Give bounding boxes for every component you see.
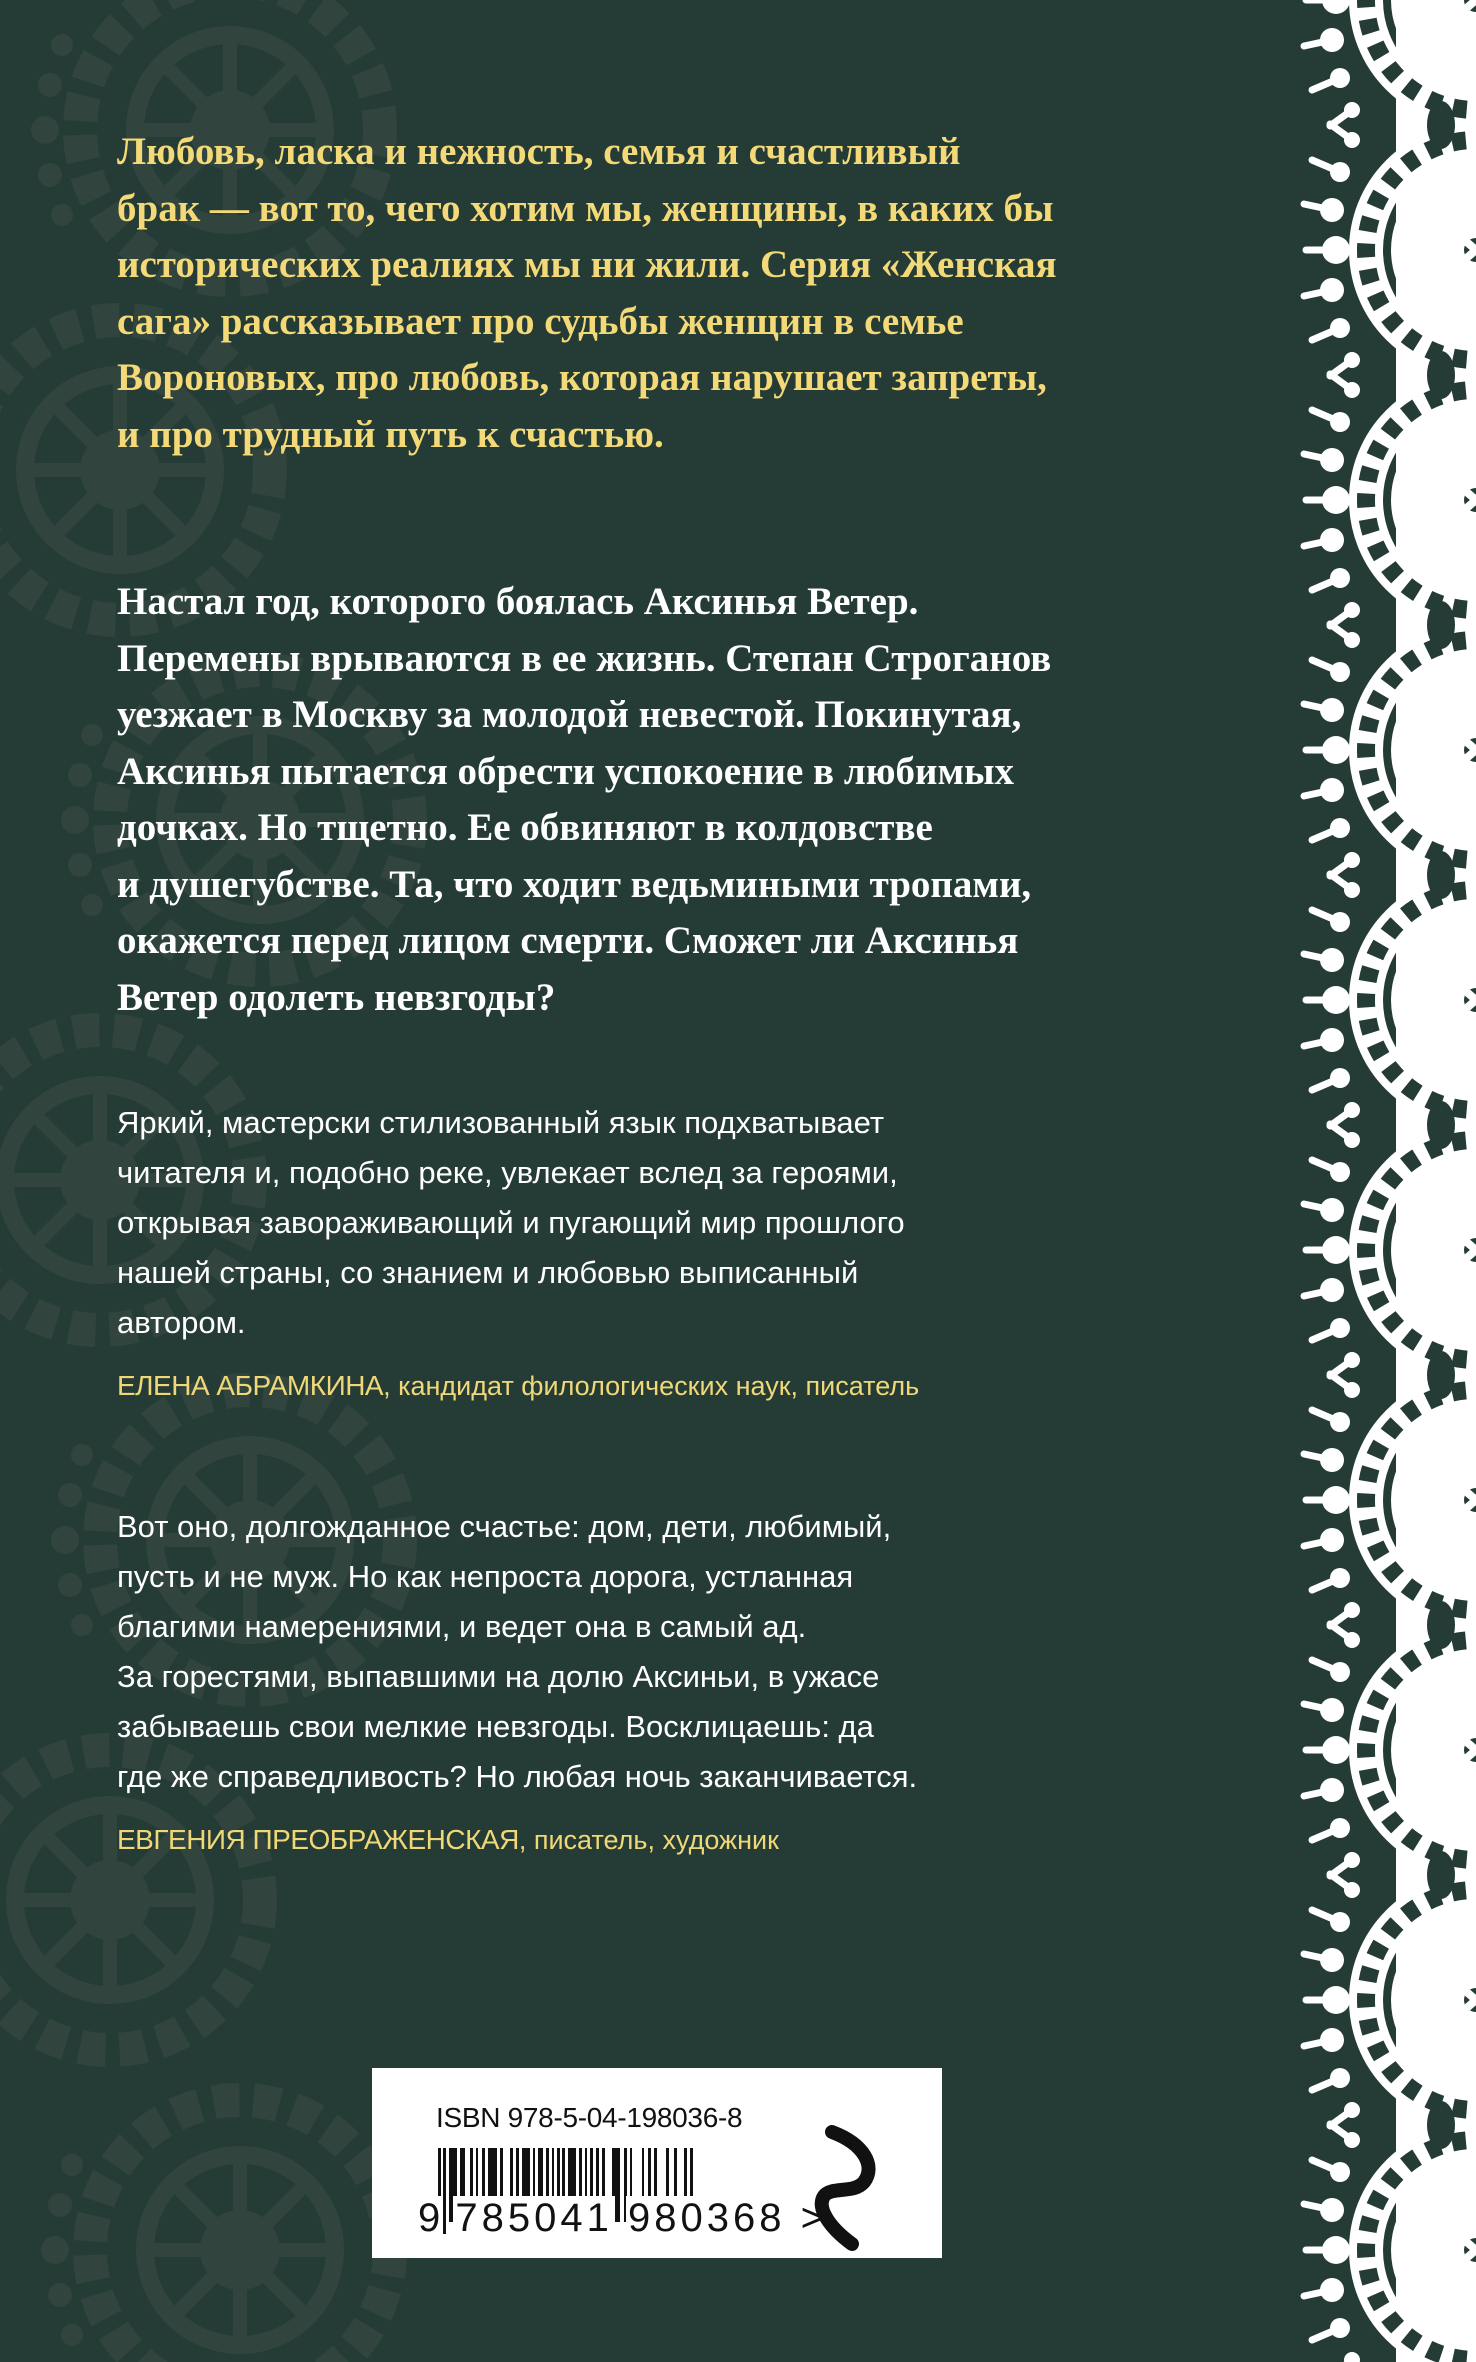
review-line: пусть и не муж. Но как непроста дорога, устланная [117,1559,854,1594]
review-line: где же справедливость? Но любая ночь заканчивается. [117,1759,918,1794]
synopsis-line: Ветер одолеть невзгоды? [117,975,556,1019]
barcode-digits [416,2196,826,2241]
review-line: автором. [117,1305,246,1340]
intro-line: сага» рассказывает про судьбы женщин в семье [117,299,964,343]
intro-line: брак — вот то, чего хотим мы, женщины, в каких бы [117,186,1054,230]
intro-line: Любовь, ласка и нежность, семья и счастливый [117,130,961,173]
review-quote-1 [117,1098,1177,1404]
barcode-digit-end: > [800,2196,824,2240]
review-author-role: , писатель, художник [518,1825,779,1855]
review-line: забываешь свои мелкие невзгоды. Восклицаешь: да [117,1709,874,1744]
synopsis-line: Настал год, которого боялась Аксинья Ветер. [117,580,919,623]
lace-border-decoration [1276,0,1476,2362]
isbn-barcode-panel [372,2068,942,2258]
review-line: открывая завораживающий и пугающий мир прошлого [117,1205,905,1240]
review-attribution [117,1368,1177,1404]
review-author-role: , кандидат филологических наук, писатель [383,1371,920,1401]
synopsis-line: Аксинья пытается обрести успокоение в любимых [117,749,1015,793]
review-line: Вот оно, долгожданное счастье: дом, дети, любимый, [117,1509,892,1544]
review-line: нашей страны, со знанием и любовью выписанный [117,1255,859,1290]
eksmo-logo-icon [802,2124,882,2254]
barcode-digit-first: 9 [418,2196,441,2240]
review-quote-2 [117,1502,1177,1858]
intro-line: исторических реалиях мы ни жили. Серия «Женская [117,243,1057,286]
barcode-digit-group-2: 980368 [627,2196,786,2240]
synopsis-text [117,574,1247,1026]
synopsis-line: дочках. Но тщетно. Ее обвиняют в колдовстве [117,806,933,849]
review-line: благими намерениями, и ведет она в самый ад. [117,1609,807,1644]
review-author-name: ЕВГЕНИЯ ПРЕОБРАЖЕНСКАЯ [117,1824,519,1855]
synopsis-line: и душегубстве. Та, что ходит ведьмиными тропами, [117,862,1032,906]
review-line: Яркий, мастерски стилизованный язык подхватывает [117,1105,885,1140]
review-author-name: ЕЛЕНА АБРАМКИНА [117,1370,384,1401]
intro-line: и про трудный путь к счастью. [117,412,664,456]
review-attribution [117,1822,1177,1858]
barcode-digit-group-1: 785041 [455,2196,613,2240]
synopsis-line: окажется перед лицом смерти. Сможет ли Аксинья [117,919,1019,962]
synopsis-line: Перемены врываются в ее жизнь. Степан Строганов [117,636,1052,680]
synopsis-line: уезжает в Москву за молодой невестой. Покинутая, [117,693,1022,736]
review-line: За горестями, выпавшими на долю Аксиньи, в ужасе [117,1659,880,1694]
review-line: читателя и, подобно реке, увлекает вслед за героями, [117,1155,898,1190]
series-intro-text [117,124,1247,463]
intro-line: Вороновых, про любовь, которая нарушает запреты, [117,356,1047,399]
isbn-label: ISBN 978-5-04-198036-8 [436,2102,743,2133]
